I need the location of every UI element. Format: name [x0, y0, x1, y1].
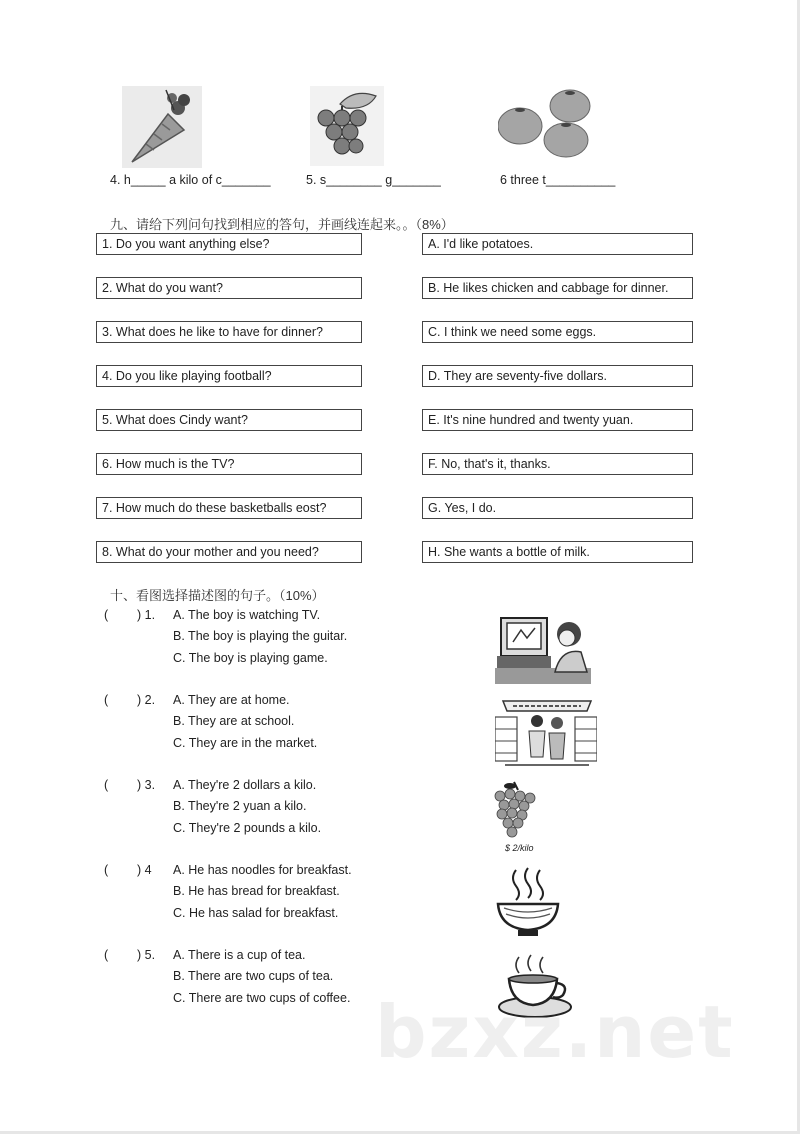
option-a: A. They're 2 dollars a kilo. [173, 778, 317, 792]
boy-watching-tv-icon [495, 612, 591, 684]
answer-box: G. Yes, I do. [422, 497, 693, 519]
question-box: 2. What do you want? [96, 277, 362, 299]
answer-bracket: ( [104, 693, 109, 707]
answer-box: A. I'd like potatoes. [422, 233, 693, 255]
answer-bracket: ( [104, 863, 109, 877]
option-c: C. There are two cups of coffee. [173, 991, 351, 1005]
fill-in-4: 4. h_____ a kilo of c_______ [110, 173, 271, 187]
question-box: 6. How much is the TV? [96, 453, 362, 475]
option-c: C. They're 2 pounds a kilo. [173, 821, 322, 835]
option-b: B. The boy is playing the guitar. [173, 629, 348, 643]
answer-box: C. I think we need some eggs. [422, 321, 693, 343]
option-a: A. He has noodles for breakfast. [173, 863, 352, 877]
option-b: B. He has bread for breakfast. [173, 884, 340, 898]
question-box: 4. Do you like playing football? [96, 365, 362, 387]
question-number: ) 2. [137, 693, 156, 707]
option-b: B. There are two cups of tea. [173, 969, 334, 983]
question-box: 8. What do your mother and you need? [96, 541, 362, 563]
answer-box: E. It's nine hundred and twenty yuan. [422, 409, 693, 431]
carrot-icon [122, 86, 202, 168]
question-box: 1. Do you want anything else? [96, 233, 362, 255]
watermark: bzxz.net [375, 990, 735, 1074]
answer-bracket: ( [104, 778, 109, 792]
noodle-bowl-icon [496, 866, 560, 938]
question-number: ) 4 [137, 863, 152, 877]
tomatoes-icon [498, 88, 594, 160]
answer-box: H. She wants a bottle of milk. [422, 541, 693, 563]
section9-heading: 九、请给下列问句找到相应的答句，并画线连起来。。（8%） [110, 217, 454, 232]
fill-in-6: 6 three t__________ [500, 173, 616, 187]
option-c: C. They are in the market. [173, 736, 318, 750]
grapes-price-icon [492, 780, 538, 840]
question-number: ) 3. [137, 778, 156, 792]
option-b: B. They're 2 yuan a kilo. [173, 799, 307, 813]
answer-bracket: ( [104, 608, 109, 622]
answer-bracket: ( [104, 948, 109, 962]
question-box: 5. What does Cindy want? [96, 409, 362, 431]
question-box: 7. How much do these basketballs eost? [96, 497, 362, 519]
option-c: C. He has salad for breakfast. [173, 906, 339, 920]
section10-heading: 十、看图选择描述图的句子。（10%） [110, 588, 325, 603]
option-a: A. The boy is watching TV. [173, 608, 321, 622]
question-number: ) 1. [137, 608, 156, 622]
answer-box: D. They are seventy-five dollars. [422, 365, 693, 387]
option-a: A. They are at home. [173, 693, 290, 707]
supermarket-icon [495, 697, 597, 769]
question-box: 3. What does he like to have for dinner? [96, 321, 362, 343]
grapes-icon [310, 86, 384, 166]
question-number: ) 5. [137, 948, 156, 962]
answer-box: B. He likes chicken and cabbage for dinner. [422, 277, 693, 299]
fill-in-5: 5. s________ g_______ [306, 173, 441, 187]
answer-box: F. No, that's it, thanks. [422, 453, 693, 475]
price-caption: $ 2/kilo [505, 843, 534, 853]
option-c: C. The boy is playing game. [173, 651, 328, 665]
option-a: A. There is a cup of tea. [173, 948, 306, 962]
option-b: B. They are at school. [173, 714, 295, 728]
